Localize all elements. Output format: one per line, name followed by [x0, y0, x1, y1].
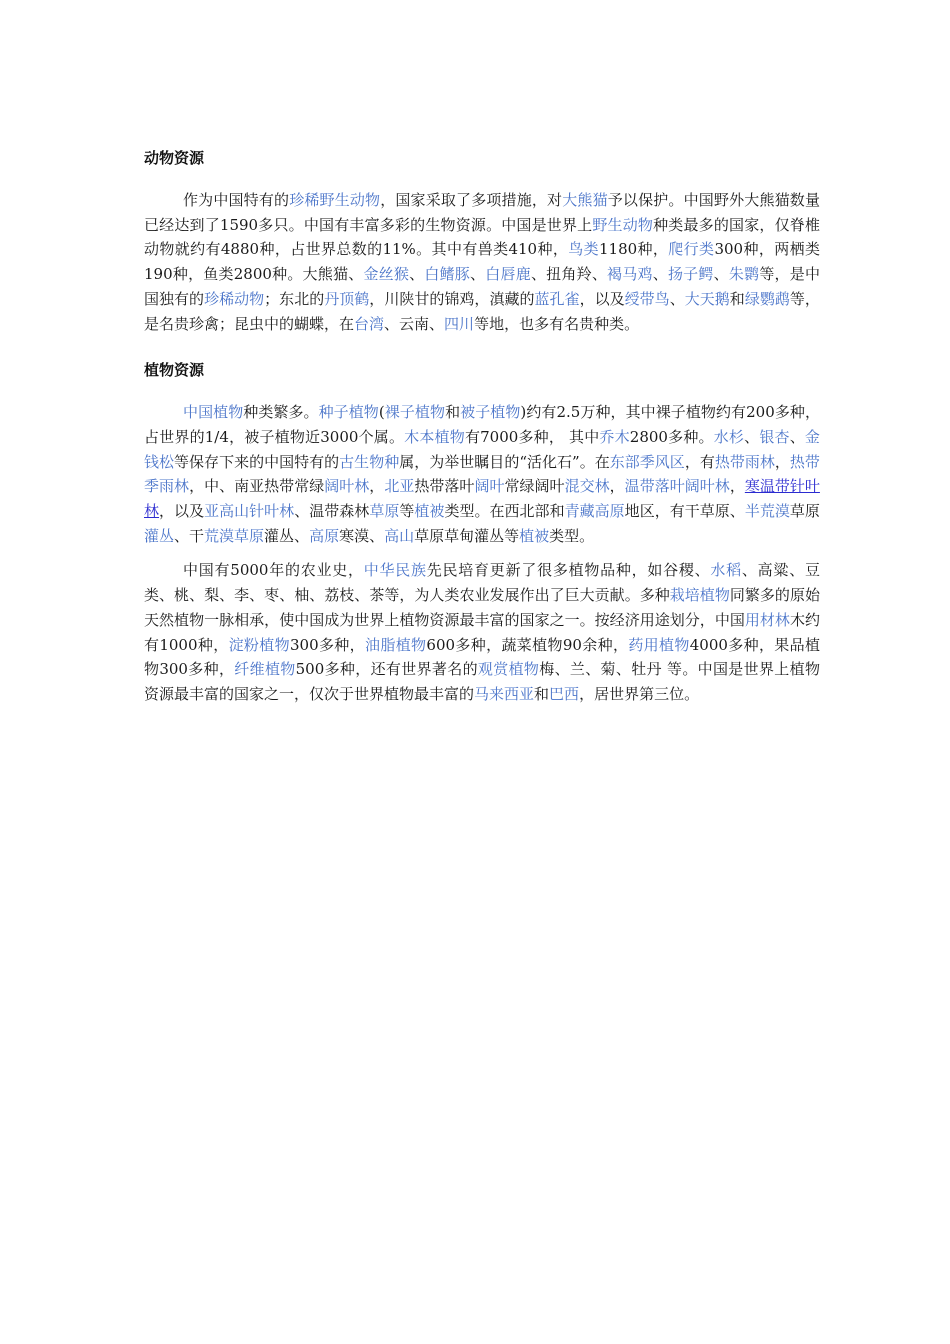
inline-link[interactable]: 白唇鹿: [485, 265, 531, 284]
inline-link[interactable]: 水稻: [710, 561, 742, 580]
inline-link[interactable]: 北亚: [384, 477, 415, 496]
text-run: 等地，也多有名贵种类。: [474, 314, 640, 333]
inline-link[interactable]: 巴西: [549, 684, 580, 703]
inline-link[interactable]: 大天鹅: [684, 289, 730, 308]
text-run: 同繁多的原始天然植物一脉相承，使中国成为世界上植物资源最丰富的国家之一。按经济用途划分，中国: [144, 586, 820, 629]
inline-link[interactable]: 中华民族: [363, 561, 427, 580]
inline-link[interactable]: 混交林: [564, 477, 610, 496]
inline-link[interactable]: 草原: [369, 502, 400, 521]
inline-link[interactable]: 金丝猴: [363, 265, 410, 284]
inline-link[interactable]: 青藏高原: [564, 502, 625, 521]
document-page: [144, 140, 820, 707]
text-run: 类型。: [549, 526, 595, 545]
spacer: [144, 384, 820, 400]
inline-link[interactable]: 淀粉植物: [228, 635, 290, 654]
text-run: ，有: [684, 452, 715, 471]
spacer: [144, 336, 820, 356]
text-run: 类型。在西北部和: [444, 502, 565, 521]
text-run: ，: [729, 477, 745, 496]
section-heading-plants: 植物资源: [144, 361, 205, 380]
text-run: ，: [609, 477, 625, 496]
inline-link[interactable]: 裸子植物: [384, 403, 446, 422]
text-run: 600多种，蔬菜植物90余种，: [426, 635, 629, 654]
inline-link[interactable]: 用材林: [744, 610, 790, 629]
text-run: ，: [369, 477, 385, 496]
text-run: 等，是名贵珍禽；昆虫中的蝴蝶，在: [144, 289, 820, 333]
text-run: 等保存下来的中国特有的: [174, 452, 340, 471]
text-run: 500多种，还有世界著名的: [295, 660, 478, 679]
text-run: 、云南、: [384, 314, 445, 333]
inline-link[interactable]: 观赏植物: [477, 660, 540, 679]
inline-link[interactable]: 高山: [384, 526, 415, 545]
text-run: 中国有5000年的农业史，: [183, 561, 364, 580]
text-run: 常绿阔叶: [504, 477, 565, 496]
text-run: ，国家采取了多项措施，对: [380, 191, 563, 209]
inline-link[interactable]: 植被: [414, 502, 445, 521]
inline-link[interactable]: 半荒漠: [744, 502, 790, 521]
text-run: 木约有1000种，: [144, 610, 820, 654]
text-run: ，中、南亚热带常绿: [189, 477, 325, 496]
inline-link[interactable]: 高原: [309, 526, 340, 545]
text-run: 寒漠、: [339, 526, 385, 545]
inline-link[interactable]: 温带落叶阔叶林: [624, 477, 730, 496]
paragraph: [144, 400, 820, 548]
inline-link[interactable]: 中国植物: [183, 403, 244, 422]
text-run: 有7000多种， 其中: [464, 427, 600, 446]
text-run: 等，是中国独有的: [144, 265, 820, 308]
inline-link[interactable]: 珍稀动物: [204, 289, 265, 308]
text-run: 、: [789, 427, 805, 446]
inline-link[interactable]: 木本植物: [404, 427, 465, 446]
inline-link[interactable]: 古生物种: [339, 452, 400, 471]
inline-link[interactable]: 绿鹦鹉: [744, 289, 790, 308]
text-run: 、干: [174, 526, 205, 545]
inline-link[interactable]: 寒温带针叶林: [144, 477, 820, 521]
text-run: 和: [445, 403, 461, 422]
inline-link[interactable]: 被子植物: [460, 403, 521, 422]
inline-link[interactable]: 白鳍豚: [424, 265, 471, 284]
paragraph: [144, 558, 820, 706]
text-run: 、: [713, 265, 729, 284]
inline-link[interactable]: 鸟类: [568, 240, 599, 259]
inline-link[interactable]: 荒漠草原: [204, 526, 265, 545]
text-run: 地区，有干草原、: [624, 502, 745, 521]
text-run: 先民培育更新了很多植物品种，如谷稷、: [426, 561, 711, 580]
inline-link[interactable]: 水杉: [713, 427, 745, 446]
inline-link[interactable]: 爬行类: [668, 240, 715, 259]
text-run: 和: [534, 684, 550, 703]
text-run: 2800多种。: [629, 427, 714, 446]
inline-link[interactable]: 东部季风区: [609, 452, 685, 471]
inline-link[interactable]: 丹顶鹤: [324, 289, 370, 308]
inline-link[interactable]: 珍稀野生动物: [289, 191, 381, 209]
inline-link[interactable]: 亚高山针叶林: [204, 502, 295, 521]
text-run: 、扭角羚、: [530, 265, 608, 284]
spacer: [144, 548, 820, 558]
text-run: 作为中国特有的: [183, 191, 290, 209]
text-run: 1180种，: [598, 240, 669, 259]
inline-link[interactable]: 金钱松: [144, 427, 820, 471]
inline-link[interactable]: 植被: [519, 526, 550, 545]
text-run: 属，为举世瞩目的“活化石”。在: [399, 452, 610, 471]
text-run: 、: [470, 265, 486, 284]
inline-link[interactable]: 灌丛: [144, 526, 175, 545]
text-run: )约有2.5万种，其中裸子植物约有200多种，占世界的1/4，被子植物近3000个属。: [144, 403, 820, 446]
text-run: 、温带森林: [294, 502, 370, 521]
inline-link[interactable]: 马来西亚: [474, 684, 535, 703]
text-run: ，川陕甘的锦鸡，滇藏的: [369, 289, 535, 308]
text-run: 灌丛、: [264, 526, 310, 545]
spacer: [144, 172, 820, 188]
inline-link[interactable]: 蓝孔雀: [534, 289, 580, 308]
text-run: 草原: [789, 502, 820, 521]
inline-link[interactable]: 种子植物: [318, 403, 379, 422]
text-run: 4000多种，果品植物300多种，: [144, 635, 820, 679]
inline-link[interactable]: 油脂植物: [365, 635, 427, 654]
text-run: 予以保护。中国野外大熊猫数量已经达到了1590多只。中国有丰富多彩的生物资源。中国是世界上: [144, 191, 820, 234]
text-run: 种类最多的国家，仅脊椎动物就约有4880种，占世界总数的11%。其中有兽类410种，: [144, 215, 820, 259]
inline-link[interactable]: 银杏: [759, 427, 790, 446]
paragraph: [144, 188, 820, 336]
inline-link[interactable]: 药用植物: [628, 635, 690, 654]
text-run: 热带落叶: [414, 477, 475, 496]
text-run: ，以及: [579, 289, 625, 308]
inline-link[interactable]: 四川: [444, 314, 475, 333]
text-run: 种类繁多。: [243, 403, 319, 422]
text-run: 300多种，: [289, 635, 366, 654]
inline-link[interactable]: 大熊猫: [562, 191, 608, 209]
section-heading-animals: 动物资源: [144, 149, 205, 167]
inline-link[interactable]: 朱鹮: [728, 265, 760, 284]
text-run: (: [378, 403, 385, 422]
text-run: 300种，两栖类190种，鱼类2800种。大熊猫、: [144, 240, 820, 284]
inline-link[interactable]: 台湾: [354, 314, 385, 333]
text-run: 等: [399, 502, 415, 521]
inline-link[interactable]: 热带季雨林: [144, 452, 820, 496]
inline-link[interactable]: 绶带鸟: [624, 289, 670, 308]
inline-link[interactable]: 扬子鳄: [667, 265, 714, 284]
inline-link[interactable]: 阔叶: [474, 477, 505, 496]
text-run: 、: [652, 265, 668, 284]
text-run: ，: [774, 452, 790, 471]
inline-link[interactable]: 褐马鸡: [607, 265, 653, 284]
inline-link[interactable]: 乔木: [599, 427, 630, 446]
text-run: 、: [669, 289, 685, 308]
text-run: 草原草甸灌丛等: [414, 526, 520, 545]
inline-link[interactable]: 阔叶林: [324, 477, 370, 496]
inline-link[interactable]: 热带雨林: [714, 452, 775, 471]
text-run: ；东北的: [264, 289, 325, 308]
inline-link[interactable]: 野生动物: [592, 215, 654, 234]
text-run: 、: [744, 427, 760, 446]
text-run: ，以及: [159, 502, 205, 521]
inline-link[interactable]: 纤维植物: [234, 660, 296, 679]
text-run: 、: [409, 265, 425, 284]
text-run: 和: [729, 289, 745, 308]
text-run: ，居世界第三位。: [579, 684, 700, 703]
text-run: 梅、兰、菊、牡丹 等。中国是世界上植物资源最丰富的国家之一，仅次于世界植物最丰富的: [144, 660, 820, 703]
inline-link[interactable]: 栽培植物: [669, 586, 730, 605]
text-run: 、高粱、豆类、桃、梨、李、枣、柚、荔枝、茶等，为人类农业发展作出了巨大贡献。多种: [144, 561, 820, 605]
